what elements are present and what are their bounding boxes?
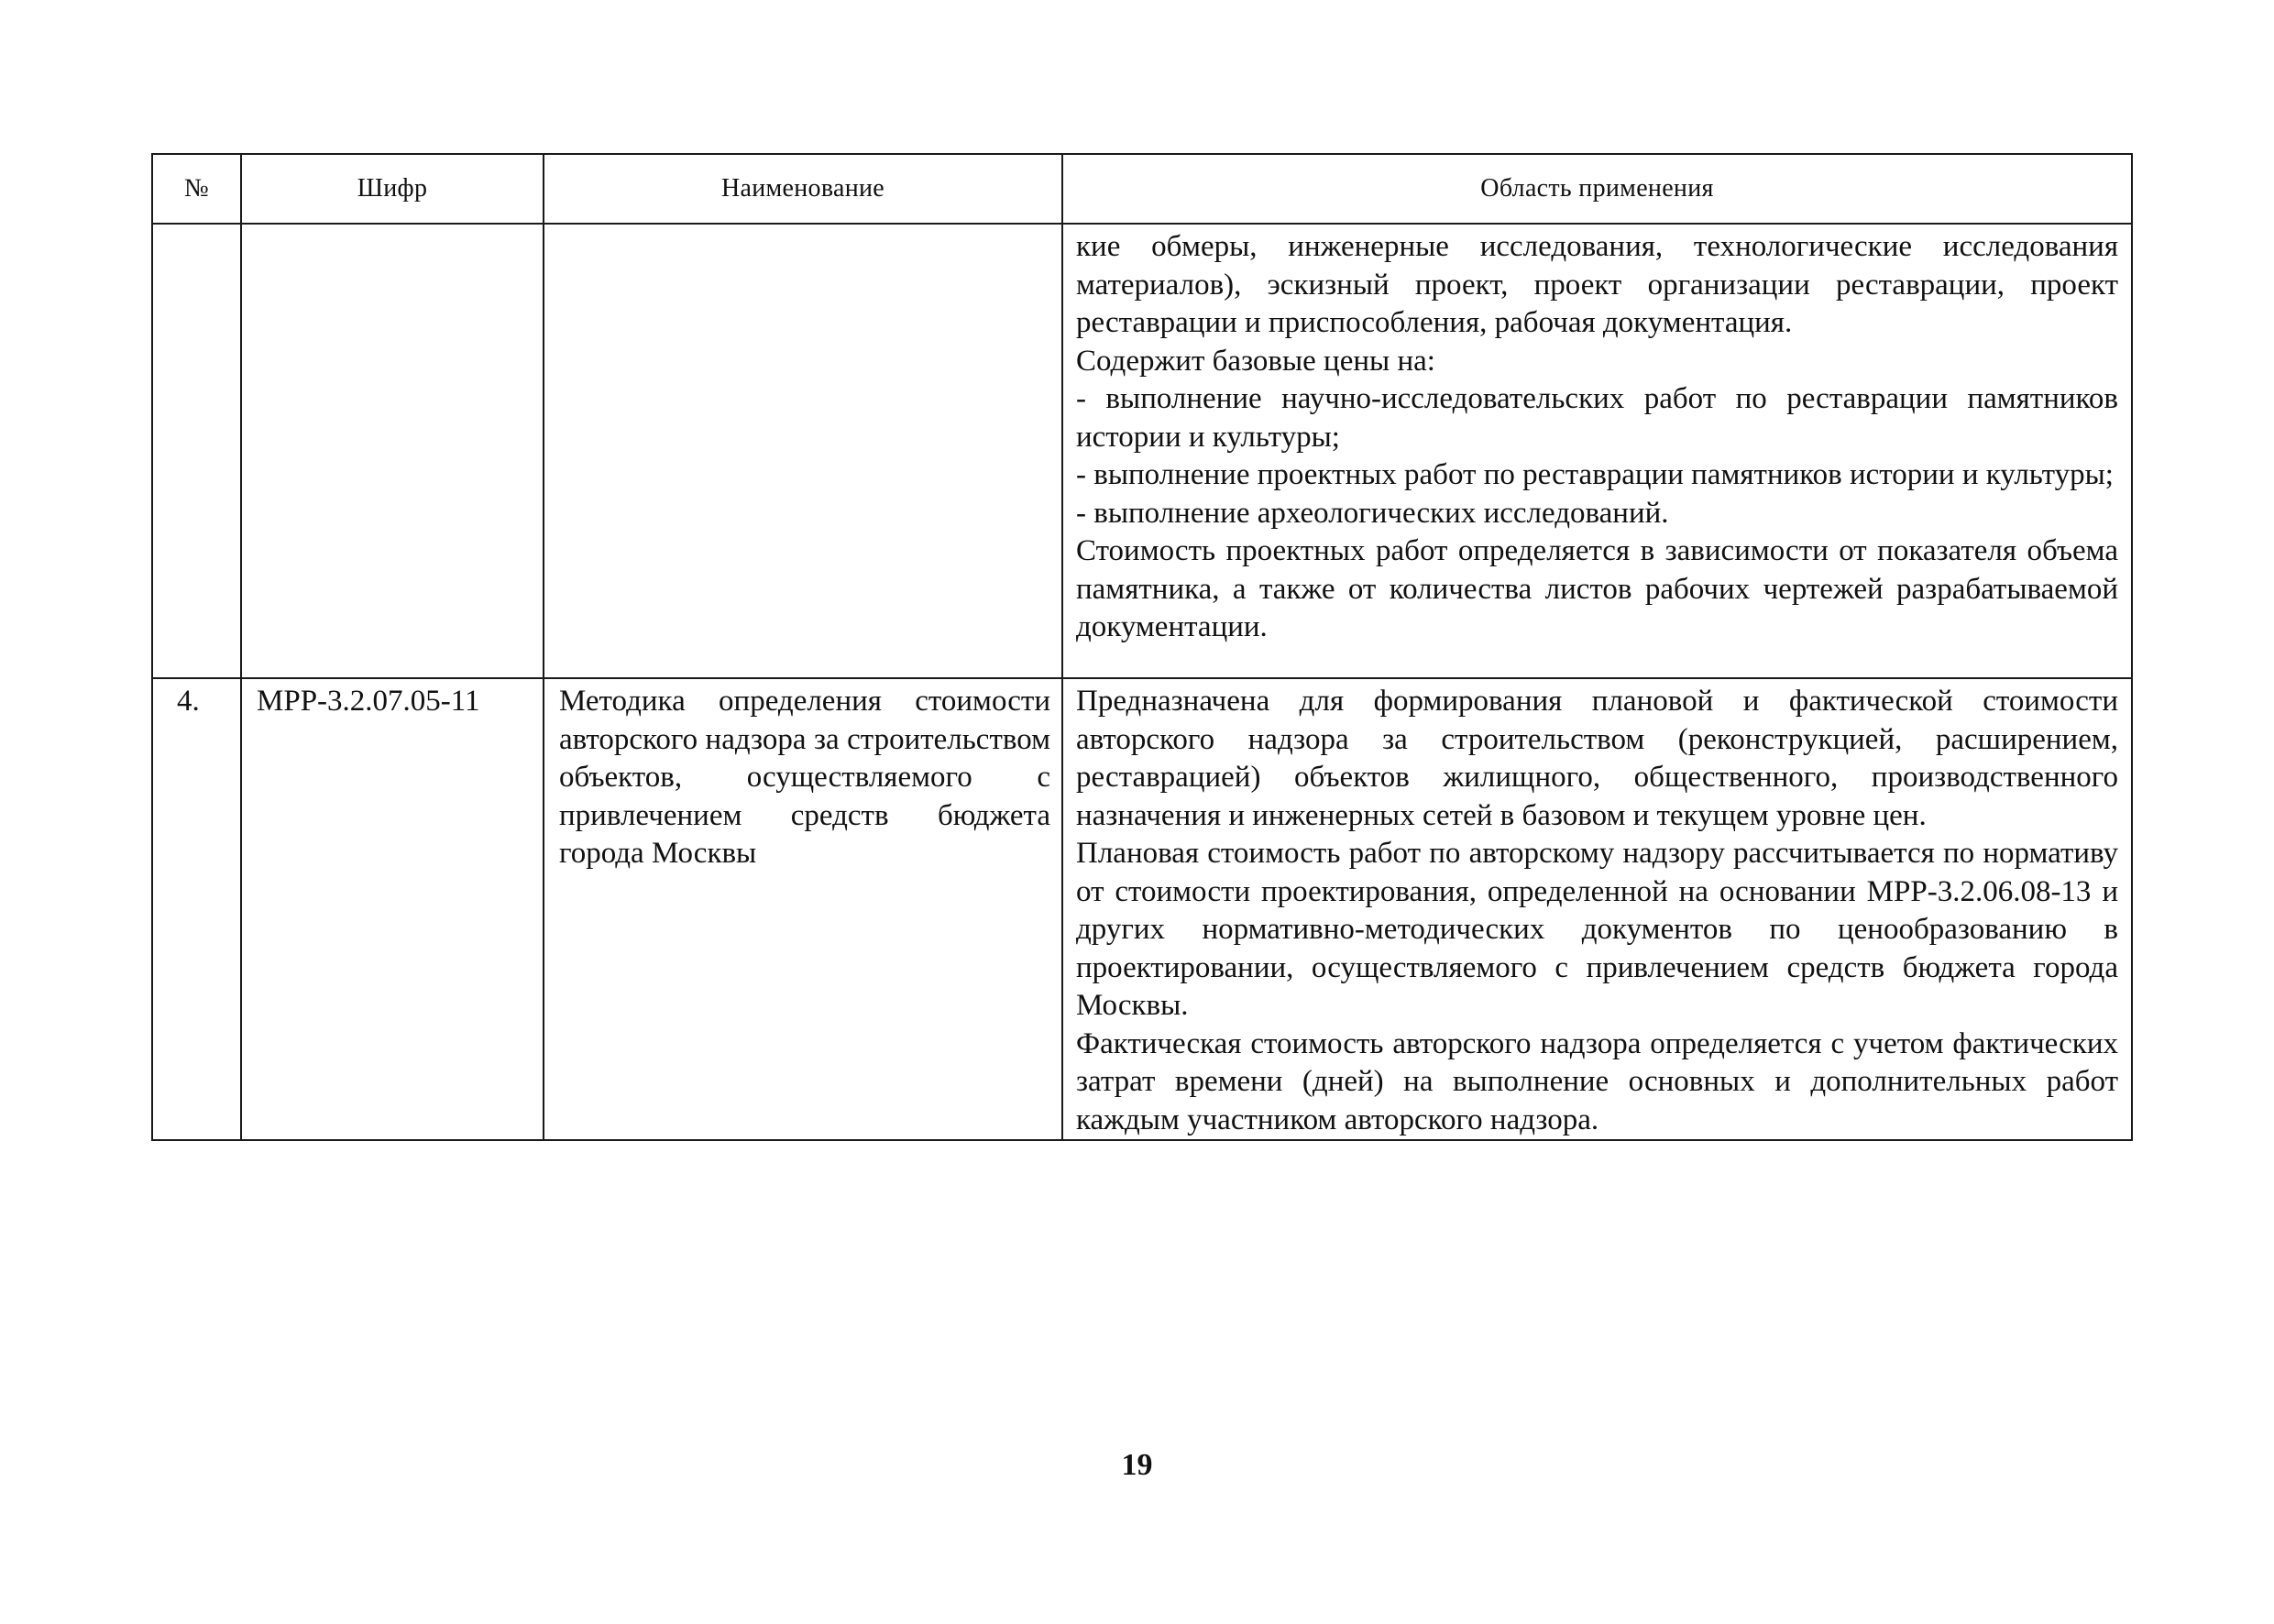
name-cell: Методика определения стоимости авторского надзора за строительством объектов, осуществляемого с привлечением средств бюджета города Москвы xyxy=(544,678,1062,1140)
name-cell xyxy=(544,224,1062,678)
header-name: Наименование xyxy=(544,154,1062,224)
area-paragraph: Содержит базовые цены на: xyxy=(1076,344,1435,378)
header-number: № xyxy=(152,154,241,224)
header-code: Шифр xyxy=(241,154,544,224)
header-application-area: Область применения xyxy=(1062,154,2132,224)
table-row xyxy=(152,678,2132,1140)
page-number: 19 xyxy=(1121,1448,1153,1482)
area-list-item: - выполнение археологических исследований. xyxy=(1076,496,1669,530)
area-paragraph: Предназначена для формирования плановой и фактической стоимости авторского надзора за строительством (реконструкцией, расширением, реставрацией) объектов жилищного, общественного, производственного назначения и инженерных сетей в базовом и текущем уровне цен. xyxy=(1076,685,2118,832)
table-row xyxy=(152,224,2132,678)
area-paragraph: Стоимость проектных работ определяется в зависимости от показателя объема памятника, а также от количества листов рабочих чертежей разрабатываемой документации. xyxy=(1076,534,2118,643)
code-cell: МРР-3.2.07.05-11 xyxy=(241,678,544,1140)
area-paragraph: Фактическая стоимость авторского надзора определяется с учетом фактических затрат времени (дней) на выполнение основных и дополнительных работ каждым участником авторского надзора. xyxy=(1076,1026,2118,1136)
document-table xyxy=(151,153,2133,1141)
code-cell xyxy=(241,224,544,678)
application-area-cell xyxy=(1062,224,2132,678)
table-header-row xyxy=(152,154,2132,224)
number-cell xyxy=(152,224,241,678)
number-cell: 4. xyxy=(152,678,241,1140)
area-paragraph: кие обмеры, инженерные исследования, технологические исследования материалов), эскизный проект, проект организации реставрации, проект реставрации и приспособления, рабочая документация. xyxy=(1076,230,2118,339)
application-area-cell xyxy=(1062,678,2132,1140)
area-list-item: - выполнение научно-исследовательских работ по реставрации памятников истории и культуры; xyxy=(1076,382,2118,454)
area-list-item: - выполнение проектных работ по реставрации памятников истории и культуры; xyxy=(1076,458,2114,491)
area-paragraph: Плановая стоимость работ по авторскому надзору рассчитывается по нормативу от стоимости проектирования, определенной на основании МРР-3.2.06.08-13 и других нормативно-методических документов по ценообразованию в проектировании, осуществляемого с привлечением средств бюджета города Москвы. xyxy=(1076,837,2118,1022)
